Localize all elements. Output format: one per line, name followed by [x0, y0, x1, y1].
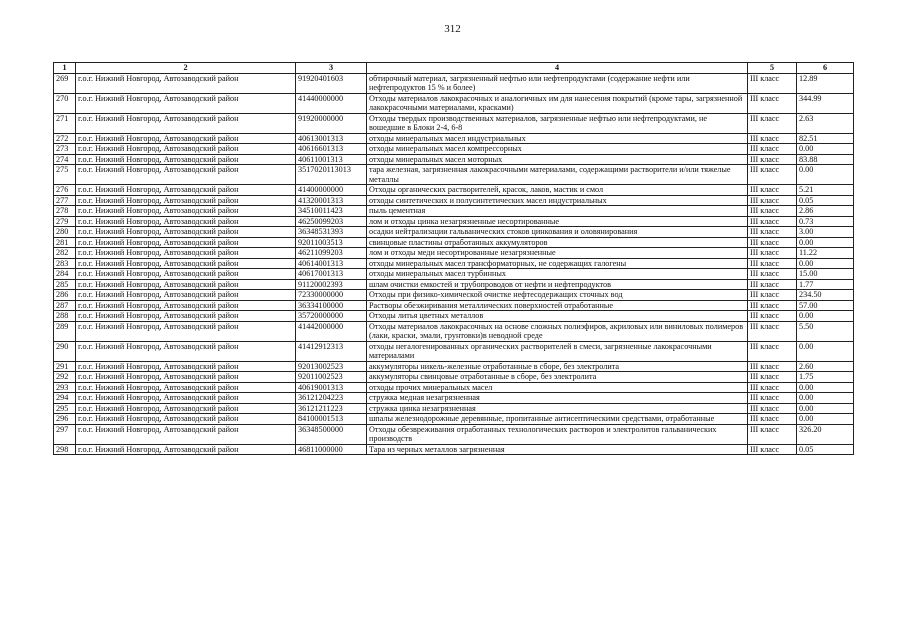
table-row [54, 73, 854, 93]
location-cell: г.о.г. Нижний Новгород, Автозаводский район [76, 248, 296, 259]
table-row [54, 424, 854, 444]
column-header: 5 [748, 63, 797, 74]
row-number-cell: 278 [54, 206, 76, 217]
table-row [54, 311, 854, 322]
location-cell: г.о.г. Нижний Новгород, Автозаводский район [76, 424, 296, 444]
hazard-class-cell: III класс [748, 300, 797, 311]
row-number-cell: 279 [54, 216, 76, 227]
hazard-class-cell: III класс [748, 279, 797, 290]
waste-code-cell: 91920401603 [296, 73, 367, 93]
row-number-cell: 274 [54, 154, 76, 165]
waste-name-cell: свинцовые пластины отработанных аккумуляторов [367, 237, 748, 248]
quantity-cell: 15.00 [797, 269, 854, 280]
hazard-class-cell: III класс [748, 93, 797, 113]
waste-name-cell: отходы негалогенированных органических растворителей в смеси, загрязненные лакокрасочными материалами [367, 341, 748, 361]
location-cell: г.о.г. Нижний Новгород, Автозаводский район [76, 311, 296, 322]
hazard-class-cell: III класс [748, 444, 797, 455]
hazard-class-cell: III класс [748, 269, 797, 280]
waste-name-cell: шпалы железнодорожные деревянные, пропитанные антисептическими средствами, отработанные [367, 414, 748, 425]
waste-code-cell: 36348531393 [296, 227, 367, 238]
waste-name-cell: стружка цинка незагрязненная [367, 403, 748, 414]
waste-name-cell: отходы синтетических и полусинтетических масел индустриальных [367, 195, 748, 206]
row-number-cell: 287 [54, 300, 76, 311]
waste-name-cell: отходы минеральных масел трансформаторных, не содержащих галогены [367, 258, 748, 269]
hazard-class-cell: III класс [748, 258, 797, 269]
waste-code-cell: 40614001313 [296, 258, 367, 269]
waste-name-cell: отходы минеральных масел моторных [367, 154, 748, 165]
location-cell: г.о.г. Нижний Новгород, Автозаводский район [76, 185, 296, 196]
table-row [54, 93, 854, 113]
location-cell: г.о.г. Нижний Новгород, Автозаводский район [76, 195, 296, 206]
waste-code-cell: 46811000000 [296, 444, 367, 455]
waste-name-cell: стружка медная незагрязненная [367, 393, 748, 404]
row-number-cell: 281 [54, 237, 76, 248]
location-cell: г.о.г. Нижний Новгород, Автозаводский район [76, 403, 296, 414]
location-cell: г.о.г. Нижний Новгород, Автозаводский район [76, 93, 296, 113]
row-number-cell: 298 [54, 444, 76, 455]
table-row [54, 237, 854, 248]
table-row [54, 414, 854, 425]
quantity-cell: 11.22 [797, 248, 854, 259]
waste-code-cell: 41320001313 [296, 195, 367, 206]
table-row [54, 321, 854, 341]
location-cell: г.о.г. Нижний Новгород, Автозаводский район [76, 227, 296, 238]
hazard-class-cell: III класс [748, 113, 797, 133]
hazard-class-cell: III класс [748, 133, 797, 144]
quantity-cell: 5.21 [797, 185, 854, 196]
row-number-cell: 273 [54, 144, 76, 155]
hazard-class-cell: III класс [748, 361, 797, 372]
quantity-cell: 0.05 [797, 195, 854, 206]
table-row [54, 279, 854, 290]
waste-name-cell: отходы прочих минеральных масел [367, 382, 748, 393]
quantity-cell: 0.00 [797, 393, 854, 404]
table-row [54, 300, 854, 311]
table-row [54, 393, 854, 404]
row-number-cell: 271 [54, 113, 76, 133]
table-row [54, 144, 854, 155]
quantity-cell: 5.50 [797, 321, 854, 341]
row-number-cell: 292 [54, 372, 76, 383]
row-number-cell: 288 [54, 311, 76, 322]
waste-code-cell: 92011003513 [296, 237, 367, 248]
location-cell: г.о.г. Нижний Новгород, Автозаводский район [76, 133, 296, 144]
quantity-cell: 0.00 [797, 144, 854, 155]
row-number-cell: 293 [54, 382, 76, 393]
waste-name-cell: осадки нейтрализации гальванических стоков цинкования и оловянирования [367, 227, 748, 238]
waste-code-cell: 3517020113013 [296, 165, 367, 185]
table-row [54, 133, 854, 144]
quantity-cell: 326.20 [797, 424, 854, 444]
waste-name-cell: пыль цементная [367, 206, 748, 217]
column-header: 2 [76, 63, 296, 74]
quantity-cell: 0.00 [797, 414, 854, 425]
location-cell: г.о.г. Нижний Новгород, Автозаводский район [76, 73, 296, 93]
row-number-cell: 289 [54, 321, 76, 341]
waste-code-cell: 91920000000 [296, 113, 367, 133]
row-number-cell: 297 [54, 424, 76, 444]
waste-code-cell: 40613001313 [296, 133, 367, 144]
row-number-cell: 282 [54, 248, 76, 259]
hazard-class-cell: III класс [748, 424, 797, 444]
waste-code-cell: 34510011423 [296, 206, 367, 217]
location-cell: г.о.г. Нижний Новгород, Автозаводский район [76, 144, 296, 155]
hazard-class-cell: III класс [748, 144, 797, 155]
row-number-cell: 294 [54, 393, 76, 404]
row-number-cell: 291 [54, 361, 76, 372]
waste-code-cell: 72330000000 [296, 290, 367, 301]
table-row [54, 248, 854, 259]
location-cell: г.о.г. Нижний Новгород, Автозаводский район [76, 154, 296, 165]
hazard-class-cell: III класс [748, 195, 797, 206]
waste-name-cell: Отходы обезвреживания отработанных технологических растворов и электролитов гальванических производств [367, 424, 748, 444]
quantity-cell: 1.75 [797, 372, 854, 383]
hazard-class-cell: III класс [748, 185, 797, 196]
table-row [54, 227, 854, 238]
table-row [54, 290, 854, 301]
quantity-cell: 0.00 [797, 165, 854, 185]
column-header: 4 [367, 63, 748, 74]
quantity-cell: 0.00 [797, 237, 854, 248]
row-number-cell: 283 [54, 258, 76, 269]
row-number-cell: 286 [54, 290, 76, 301]
table-row [54, 341, 854, 361]
hazard-class-cell: III класс [748, 393, 797, 404]
waste-code-cell: 92013002523 [296, 361, 367, 372]
waste-code-cell: 40611001313 [296, 154, 367, 165]
table-row [54, 258, 854, 269]
row-number-cell: 290 [54, 341, 76, 361]
location-cell: г.о.г. Нижний Новгород, Автозаводский район [76, 372, 296, 383]
waste-code-cell: 46211099203 [296, 248, 367, 259]
quantity-cell: 0.00 [797, 311, 854, 322]
location-cell: г.о.г. Нижний Новгород, Автозаводский район [76, 113, 296, 133]
waste-name-cell: отходы минеральных масел компрессорных [367, 144, 748, 155]
column-header: 6 [797, 63, 854, 74]
table-row [54, 165, 854, 185]
location-cell: г.о.г. Нижний Новгород, Автозаводский район [76, 361, 296, 372]
table-row [54, 154, 854, 165]
hazard-class-cell: III класс [748, 321, 797, 341]
hazard-class-cell: III класс [748, 154, 797, 165]
table-row [54, 216, 854, 227]
hazard-class-cell: III класс [748, 382, 797, 393]
location-cell: г.о.г. Нижний Новгород, Автозаводский район [76, 216, 296, 227]
waste-name-cell: отходы минеральных масел индустриальных [367, 133, 748, 144]
waste-code-cell: 36121211223 [296, 403, 367, 414]
location-cell: г.о.г. Нижний Новгород, Автозаводский район [76, 206, 296, 217]
table-row [54, 185, 854, 196]
waste-code-cell: 40617001313 [296, 269, 367, 280]
location-cell: г.о.г. Нижний Новгород, Автозаводский район [76, 444, 296, 455]
location-cell: г.о.г. Нижний Новгород, Автозаводский район [76, 382, 296, 393]
table-row [54, 361, 854, 372]
location-cell: г.о.г. Нижний Новгород, Автозаводский район [76, 269, 296, 280]
hazard-class-cell: III класс [748, 216, 797, 227]
location-cell: г.о.г. Нижний Новгород, Автозаводский район [76, 341, 296, 361]
waste-name-cell: аккумуляторы свинцовые отработанные в сборе, без электролита [367, 372, 748, 383]
waste-code-cell: 36334100000 [296, 300, 367, 311]
waste-code-cell: 41412912313 [296, 341, 367, 361]
location-cell: г.о.г. Нижний Новгород, Автозаводский район [76, 414, 296, 425]
location-cell: г.о.г. Нижний Новгород, Автозаводский район [76, 393, 296, 404]
waste-name-cell: Отходы органических растворителей, красок, лаков, мастик и смол [367, 185, 748, 196]
quantity-cell: 3.00 [797, 227, 854, 238]
waste-name-cell: Отходы материалов лакокрасочных и аналогичных им для нанесения покрытий (кроме тары, загрязненной лакокрасочными материалами, красками) [367, 93, 748, 113]
waste-code-cell: 91120002393 [296, 279, 367, 290]
hazard-class-cell: III класс [748, 248, 797, 259]
quantity-cell: 0.73 [797, 216, 854, 227]
quantity-cell: 2.60 [797, 361, 854, 372]
waste-code-cell: 36348500000 [296, 424, 367, 444]
column-header: 1 [54, 63, 76, 74]
table-row [54, 372, 854, 383]
row-number-cell: 270 [54, 93, 76, 113]
waste-name-cell: отходы минеральных масел турбинных [367, 269, 748, 280]
hazard-class-cell: III класс [748, 403, 797, 414]
waste-code-cell: 35720000000 [296, 311, 367, 322]
waste-code-cell: 41440000000 [296, 93, 367, 113]
row-number-cell: 272 [54, 133, 76, 144]
waste-code-cell: 36121204223 [296, 393, 367, 404]
quantity-cell: 344.99 [797, 93, 854, 113]
quantity-cell: 0.00 [797, 382, 854, 393]
waste-code-cell: 41400000000 [296, 185, 367, 196]
quantity-cell: 0.05 [797, 444, 854, 455]
table-header-row [54, 63, 854, 74]
table-row [54, 195, 854, 206]
table-row [54, 403, 854, 414]
table-row [54, 269, 854, 280]
hazard-class-cell: III класс [748, 206, 797, 217]
row-number-cell: 269 [54, 73, 76, 93]
hazard-class-cell: III класс [748, 237, 797, 248]
waste-name-cell: Отходы литья цветных металлов [367, 311, 748, 322]
quantity-cell: 57.00 [797, 300, 854, 311]
table-row [54, 113, 854, 133]
hazard-class-cell: III класс [748, 290, 797, 301]
hazard-class-cell: III класс [748, 414, 797, 425]
row-number-cell: 295 [54, 403, 76, 414]
hazard-class-cell: III класс [748, 372, 797, 383]
table-row [54, 382, 854, 393]
hazard-class-cell: III класс [748, 227, 797, 238]
waste-name-cell: аккумуляторы никель-железные отработанные в сборе, без электролита [367, 361, 748, 372]
location-cell: г.о.г. Нижний Новгород, Автозаводский район [76, 237, 296, 248]
row-number-cell: 280 [54, 227, 76, 238]
waste-code-cell: 92011002523 [296, 372, 367, 383]
waste-code-cell: 40616601313 [296, 144, 367, 155]
waste-name-cell: лом и отходы меди несортированные незагрязненные [367, 248, 748, 259]
row-number-cell: 276 [54, 185, 76, 196]
waste-name-cell: Растворы обезжиривания металлических поверхностей отработанные [367, 300, 748, 311]
hazard-class-cell: III класс [748, 341, 797, 361]
quantity-cell: 2.86 [797, 206, 854, 217]
waste-code-cell: 84100001513 [296, 414, 367, 425]
quantity-cell: 0.00 [797, 403, 854, 414]
waste-name-cell: Тара из черных металлов загрязненная [367, 444, 748, 455]
row-number-cell: 285 [54, 279, 76, 290]
quantity-cell: 12.89 [797, 73, 854, 93]
waste-code-cell: 41442000000 [296, 321, 367, 341]
waste-registry-table [53, 62, 854, 455]
hazard-class-cell: III класс [748, 165, 797, 185]
waste-name-cell: Отходы при физико-химической очистке нефтесодержащих сточных вод [367, 290, 748, 301]
quantity-cell: 234.50 [797, 290, 854, 301]
waste-name-cell: Отходы твердых производственных материалов, загрязненные нефтью или нефтепродуктами, не вошедшие в Блоки 2-4, 6-8 [367, 113, 748, 133]
row-number-cell: 275 [54, 165, 76, 185]
location-cell: г.о.г. Нижний Новгород, Автозаводский район [76, 279, 296, 290]
quantity-cell: 1.77 [797, 279, 854, 290]
waste-name-cell: тара железная, загрязненная лакокрасочными материалами, содержащими растворители и/или тяжелые металлы [367, 165, 748, 185]
column-header: 3 [296, 63, 367, 74]
quantity-cell: 0.00 [797, 341, 854, 361]
location-cell: г.о.г. Нижний Новгород, Автозаводский район [76, 258, 296, 269]
quantity-cell: 83.88 [797, 154, 854, 165]
table-body [54, 73, 854, 455]
row-number-cell: 284 [54, 269, 76, 280]
waste-name-cell: Отходы материалов лакокрасочных на основе сложных полиэфиров, акриловых или виниловых полимеров (лаки, краски, эмали, грунтовки)в неводной среде [367, 321, 748, 341]
waste-code-cell: 46250099203 [296, 216, 367, 227]
location-cell: г.о.г. Нижний Новгород, Автозаводский район [76, 300, 296, 311]
row-number-cell: 277 [54, 195, 76, 206]
waste-name-cell: лом и отходы цинка незагрязненные несортированные [367, 216, 748, 227]
table-row [54, 444, 854, 455]
waste-name-cell: шлам очистки емкостей и трубопроводов от нефти и нефтепродуктов [367, 279, 748, 290]
table-row [54, 206, 854, 217]
page-number: 312 [444, 23, 461, 35]
row-number-cell: 296 [54, 414, 76, 425]
location-cell: г.о.г. Нижний Новгород, Автозаводский район [76, 290, 296, 301]
waste-name-cell: обтирочный материал, загрязненный нефтью или нефтепродуктами (содержание нефти или нефтепродуктов 15 % и более) [367, 73, 748, 93]
waste-code-cell: 40619001313 [296, 382, 367, 393]
location-cell: г.о.г. Нижний Новгород, Автозаводский район [76, 165, 296, 185]
hazard-class-cell: III класс [748, 311, 797, 322]
quantity-cell: 82.51 [797, 133, 854, 144]
hazard-class-cell: III класс [748, 73, 797, 93]
quantity-cell: 0.00 [797, 258, 854, 269]
quantity-cell: 2.63 [797, 113, 854, 133]
location-cell: г.о.г. Нижний Новгород, Автозаводский район [76, 321, 296, 341]
